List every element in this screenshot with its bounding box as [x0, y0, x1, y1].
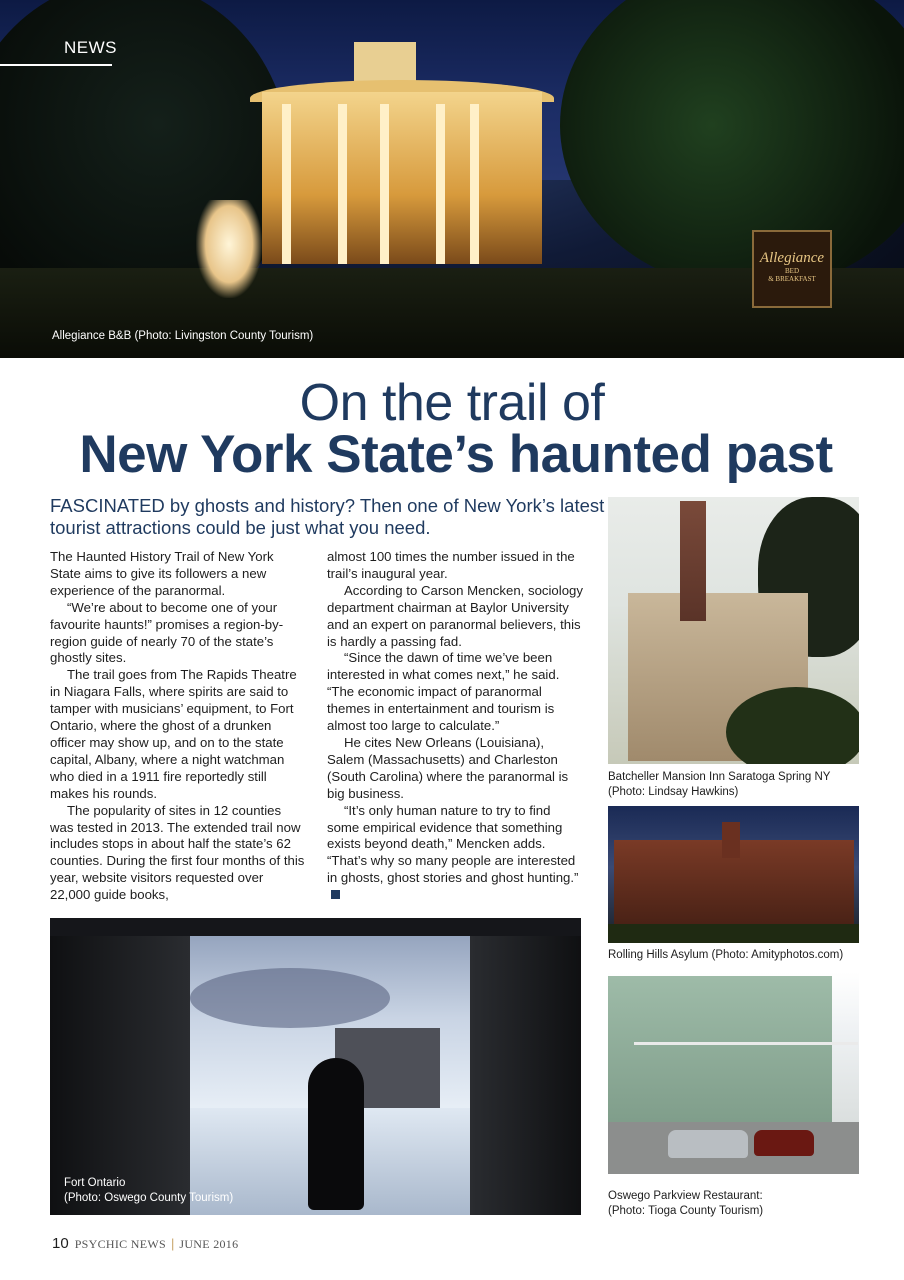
paragraph: The trail goes from The Rapids Theatre in Niagara Falls, where spirits are said to tamper with musicians’ equipment, to Fort Ontario, where the ghost of a drunken officer may show up, and on to the state capital, Albany, where a night watchman who died in a 1911 fire reportedly still makes his rounds.	[50, 667, 297, 801]
paragraph: “Since the dawn of time we’ve been interested in what comes next,” he said. “The economic impact of paranormal themes in entertainment and tourism is almost too large to calculate.”	[327, 650, 560, 734]
caption-line: Fort Ontario	[64, 1177, 126, 1189]
caption-line: Oswego Parkview Restaurant:	[608, 1190, 763, 1202]
hero-photo	[0, 0, 904, 358]
photo-tunnel-top	[50, 918, 581, 936]
hero-column	[380, 104, 389, 264]
caption-oswego	[608, 1189, 888, 1219]
photo-tower	[722, 822, 740, 858]
body-column-2	[327, 549, 585, 904]
photo-porch	[634, 1042, 858, 1105]
page-folio	[52, 1235, 238, 1252]
caption-line: (Photo: Tioga County Tourism)	[608, 1205, 764, 1217]
section-rule	[0, 64, 112, 66]
paragraph: “We’re about to become one of your favourite haunts!” promises a region-by-region guide of nearly 70 of the state’s ghostly sites.	[50, 599, 284, 666]
photo-oswego-parkview	[608, 972, 859, 1174]
hero-caption: Allegiance B&B (Photo: Livingston County Tourism)	[52, 330, 314, 342]
hero-tree-right	[560, 0, 904, 290]
caption-batcheller	[608, 770, 878, 800]
hero-column	[282, 104, 291, 264]
folio-separator: |	[170, 1236, 175, 1251]
hero-horse-statue	[196, 200, 262, 298]
photo-car	[754, 1130, 814, 1156]
hero-column	[436, 104, 445, 264]
paragraph: The Haunted History Trail of New York State aims to give its followers a new experience of the paranormal.	[50, 549, 274, 598]
hero-sign	[752, 230, 832, 308]
headline-line-1: On the trail of	[299, 374, 605, 432]
photo-fort-ontario	[50, 918, 581, 1215]
issue-date: JUNE 2016	[179, 1237, 239, 1251]
hero-column	[470, 104, 479, 264]
paragraph: According to Carson Mencken, sociology department chairman at Baylor University and an expert on paranormal believers, this is hardly a passing fad.	[327, 582, 583, 649]
photo-tunnel-wall	[50, 918, 190, 1215]
end-mark	[331, 890, 340, 899]
paragraph: The popularity of sites in 12 counties was tested in 2013. The extended trail now includes stops in about half the state’s 62 counties. During the first four months of this year, website visitors requested over 22,000 guide books,	[50, 802, 305, 903]
publication-name: PSYCHIC NEWS	[74, 1237, 166, 1251]
article-deck: FASCINATED by ghosts and history? Then one of New York’s latest tourist attractions could be just what you need.	[50, 495, 605, 538]
caption-fort-ontario	[64, 1176, 364, 1206]
hero-sign-sub: & BREAKFAST	[768, 275, 816, 283]
paragraph-last	[327, 803, 585, 904]
caption-line: (Photo: Oswego County Tourism)	[64, 1192, 234, 1204]
paragraph: almost 100 times the number issued in the trail’s inaugural year.	[327, 549, 575, 581]
photo-car	[668, 1130, 748, 1158]
photo-grass	[608, 924, 859, 943]
photo-rolling-hills-asylum	[608, 806, 859, 943]
hero-sign-name: Allegiance	[759, 250, 825, 266]
paragraph: He cites New Orleans (Louisiana), Salem (Massachusetts) and Charleston (South Carolina) where the paranormal is big business.	[327, 734, 569, 801]
headline-line-2: New York State’s haunted past	[79, 425, 833, 484]
hero-sign-sub: BED	[785, 267, 799, 275]
photo-batcheller-mansion	[608, 497, 859, 764]
paragraph-text: “It’s only human nature to try to find some empirical evidence that something exists beyond death,” Mencken adds. “That’s why so many people are interested in ghosts, ghost stories and ghost hunting.”	[327, 802, 579, 886]
photo-tunnel-wall	[470, 918, 581, 1215]
section-label: NEWS	[64, 38, 117, 57]
photo-cloud	[190, 968, 390, 1028]
body-column-1	[50, 549, 306, 904]
photo-tower	[680, 501, 706, 621]
caption-rolling-hills: Rolling Hills Asylum (Photo: Amityphotos.com)	[608, 949, 844, 961]
caption-line: Batcheller Mansion Inn Saratoga Spring NY	[608, 771, 831, 783]
caption-line: (Photo: Lindsay Hawkins)	[608, 786, 739, 798]
hero-mansion	[262, 92, 542, 264]
page-number: 10	[52, 1235, 69, 1252]
hero-column	[338, 104, 347, 264]
